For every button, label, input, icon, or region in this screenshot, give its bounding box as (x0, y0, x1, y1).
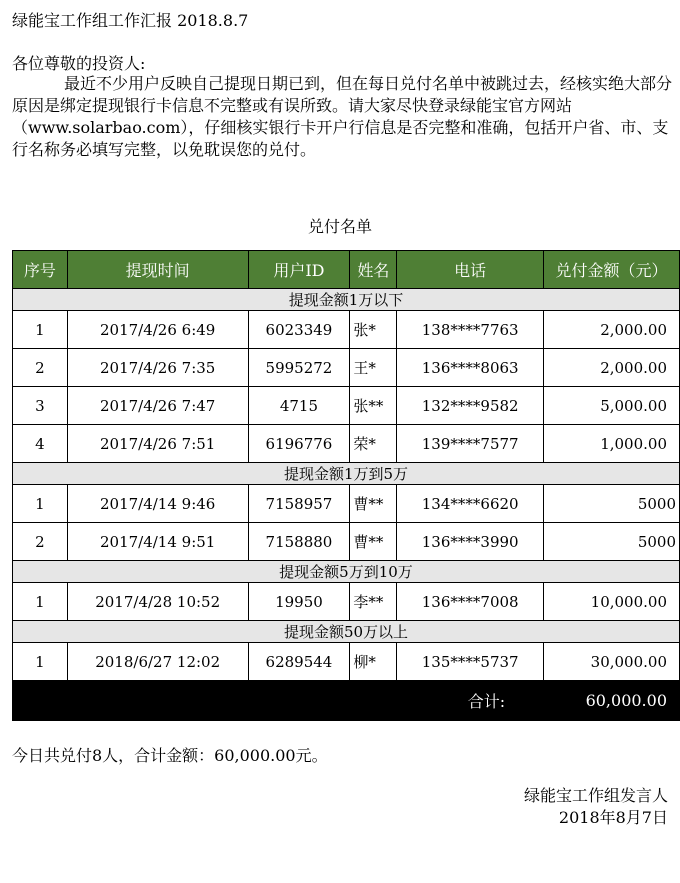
cell-phone: 135****5737 (397, 643, 544, 681)
cell-no: 1 (13, 583, 68, 621)
cell-time: 2017/4/14 9:46 (67, 485, 248, 523)
cell-no: 2 (13, 523, 68, 561)
table-row (13, 583, 680, 621)
cell-time: 2017/4/26 7:47 (67, 387, 248, 425)
summary-text: 今日共兑付8人，合计金额：60,000.00元。 (12, 746, 328, 765)
cell-amount: 10,000.00 (544, 583, 680, 621)
cell-amount: 1,000.00 (544, 425, 680, 463)
group-label: 提现金额1万到5万 (13, 463, 680, 485)
cell-uid: 4715 (248, 387, 350, 425)
notice-paragraph: 最近不少用户反映自己提现日期已到，但在每日兑付名单中被跳过去，经核实绝大部分原因是绑定提现银行卡信息不完整或有误所致。请大家尽快登录绿能宝官方网站（www.solarbao.com），仔细核实银行卡开户行信息是否完整和准确，包括开户省、市、支行名称务必填写完整，以免耽误您的兑付。 (12, 74, 673, 159)
group-row (13, 621, 680, 643)
cell-time: 2017/4/28 10:52 (67, 583, 248, 621)
signature-block (524, 785, 668, 829)
cell-name: 荣* (350, 425, 397, 463)
cell-phone: 136****8063 (397, 349, 544, 387)
group-row (13, 463, 680, 485)
table-row (13, 387, 680, 425)
header-time: 提现时间 (67, 251, 248, 289)
table-row (13, 523, 680, 561)
group-label: 提现金额1万以下 (13, 289, 680, 311)
cell-name: 曹** (350, 523, 397, 561)
total-value: 60,000.00 (544, 681, 680, 721)
cell-amount: 2,000.00 (544, 311, 680, 349)
cell-uid: 5995272 (248, 349, 350, 387)
cell-uid: 6289544 (248, 643, 350, 681)
table-header-row (13, 251, 680, 289)
table-row (13, 311, 680, 349)
group-row (13, 561, 680, 583)
list-title: 兑付名单 (307, 217, 372, 236)
signature-org: 绿能宝工作组发言人 (523, 786, 668, 805)
cell-amount: 5,000.00 (544, 387, 680, 425)
payout-table (12, 250, 680, 721)
cell-phone: 132****9582 (397, 387, 544, 425)
cell-time: 2017/4/26 7:35 (67, 349, 248, 387)
cell-amount: 5000 (544, 485, 680, 523)
signature-date: 2018年8月7日 (558, 808, 668, 827)
cell-no: 4 (13, 425, 68, 463)
cell-amount: 2,000.00 (544, 349, 680, 387)
greeting: 各位尊敬的投资人: (12, 54, 146, 73)
cell-uid: 7158880 (248, 523, 350, 561)
header-no: 序号 (13, 251, 68, 289)
cell-time: 2018/6/27 12:02 (67, 643, 248, 681)
cell-phone: 139****7577 (397, 425, 544, 463)
cell-time: 2017/4/14 9:51 (67, 523, 248, 561)
cell-name: 柳* (350, 643, 397, 681)
report-title: 绿能宝工作组工作汇报 2018.8.7 (12, 11, 249, 30)
table-row (13, 349, 680, 387)
cell-amount: 30,000.00 (544, 643, 680, 681)
group-row (13, 289, 680, 311)
group-label: 提现金额5万到10万 (13, 561, 680, 583)
cell-phone: 136****3990 (397, 523, 544, 561)
group-label: 提现金额50万以上 (13, 621, 680, 643)
cell-no: 1 (13, 485, 68, 523)
header-uid: 用户ID (248, 251, 350, 289)
cell-name: 张* (350, 311, 397, 349)
cell-name: 张** (350, 387, 397, 425)
cell-amount: 5000 (544, 523, 680, 561)
cell-name: 李** (350, 583, 397, 621)
header-name: 姓名 (350, 251, 397, 289)
table-row (13, 485, 680, 523)
table-row (13, 643, 680, 681)
total-label: 合计: (13, 681, 544, 721)
cell-no: 1 (13, 311, 68, 349)
cell-uid: 19950 (248, 583, 350, 621)
cell-no: 1 (13, 643, 68, 681)
header-phone: 电话 (397, 251, 544, 289)
cell-uid: 7158957 (248, 485, 350, 523)
cell-name: 王* (350, 349, 397, 387)
cell-no: 3 (13, 387, 68, 425)
table-row (13, 425, 680, 463)
cell-no: 2 (13, 349, 68, 387)
cell-time: 2017/4/26 6:49 (67, 311, 248, 349)
cell-phone: 136****7008 (397, 583, 544, 621)
cell-phone: 134****6620 (397, 485, 544, 523)
cell-phone: 138****7763 (397, 311, 544, 349)
cell-uid: 6023349 (248, 311, 350, 349)
header-amount: 兑付金额（元） (544, 251, 680, 289)
cell-name: 曹** (350, 485, 397, 523)
cell-time: 2017/4/26 7:51 (67, 425, 248, 463)
cell-uid: 6196776 (248, 425, 350, 463)
total-row (13, 681, 680, 721)
